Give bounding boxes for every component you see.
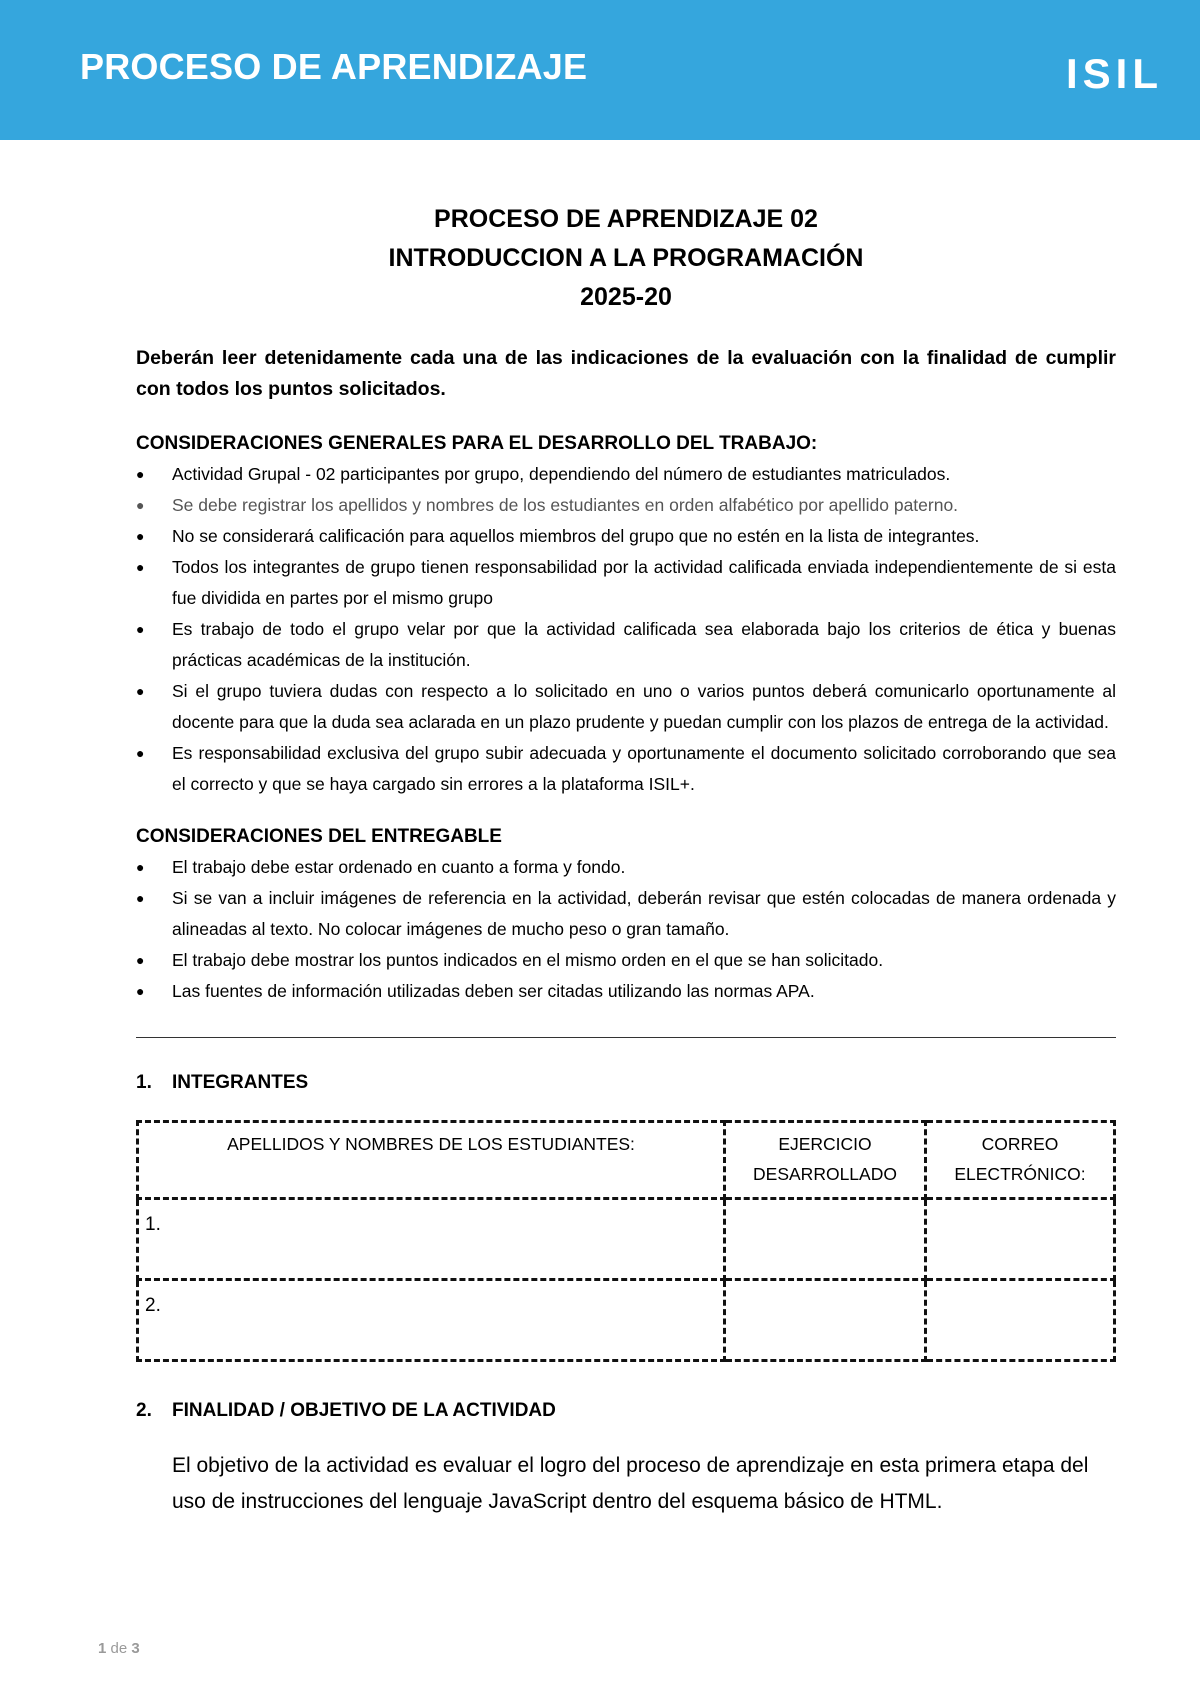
list-item: ● Se debe registrar los apellidos y nombres de los estudiantes en orden alfabético por apellido paterno. (136, 490, 1116, 521)
table-header-row (138, 1122, 1115, 1199)
document-body (136, 200, 1116, 1520)
intro-instructions: Deberán leer detenidamente cada una de las indicaciones de la evaluación con la finalidad de cumplir con todos los puntos solicitados. (136, 347, 1116, 400)
section-heading-objective (136, 1396, 1116, 1426)
section-number: 2. (136, 1400, 152, 1421)
header-label: DESARROLLADO (753, 1164, 897, 1184)
header-cell-names (138, 1122, 725, 1199)
list-item: ● Es trabajo de todo el grupo velar por que la actividad calificada sea elaborada bajo los criterios de ética y buenas prácticas académicas de la institución. (136, 614, 1116, 676)
header-title: PROCESO DE APRENDIZAJE (80, 46, 588, 87)
section-divider (136, 1037, 1116, 1038)
member-name-cell[interactable]: 2. (138, 1280, 725, 1361)
document-title: PROCESO DE APRENDIZAJE 02 (434, 205, 818, 233)
header-cell-exercise (725, 1122, 926, 1199)
section-heading-integrantes (136, 1068, 1116, 1098)
member-name-cell[interactable]: 1. (138, 1199, 725, 1280)
section-title: FINALIDAD / OBJETIVO DE LA ACTIVIDAD (172, 1400, 556, 1421)
objective-text: El objetivo de la actividad es evaluar el logro del proceso de aprendizaje en esta primera etapa del uso de instrucciones del lenguaje JavaScript dentro del esquema básico de HTML. (172, 1454, 1089, 1513)
isil-logo: ISIL (1066, 50, 1164, 97)
header-cell-email (926, 1122, 1115, 1199)
list-item: ● Si el grupo tuviera dudas con respecto a lo solicitado en uno o varios puntos deberá comunicarlo oportunamente al docente para que la duda sea aclarada en un plazo prudente y puedan cumplir con los plazos de entrega de la actividad. (136, 676, 1116, 738)
list-item: ● No se considerará calificación para aquellos miembros del grupo que no estén en la lista de integrantes. (136, 521, 1116, 552)
list-item: ● El trabajo debe mostrar los puntos indicados en el mismo orden en el que se han solicitado. (136, 945, 1116, 976)
list-item: ● Si se van a incluir imágenes de referencia en la actividad, deberán revisar que estén colocadas de manera ordenada y alineadas al texto. No colocar imágenes de mucho peso o gran tamaño. (136, 883, 1116, 945)
header-label: ELECTRÓNICO: (954, 1164, 1086, 1184)
list-item: ● El trabajo debe estar ordenado en cuanto a forma y fondo. (136, 852, 1116, 883)
table-row (138, 1199, 1115, 1280)
list-item: ● Las fuentes de información utilizadas deben ser citadas utilizando las normas APA. (136, 976, 1116, 1007)
deliverable-considerations-list (136, 852, 1116, 1007)
total-pages: 3 (131, 1640, 140, 1657)
email-cell[interactable] (926, 1280, 1115, 1361)
header-label: APELLIDOS Y NOMBRES DE LOS ESTUDIANTES: (227, 1134, 635, 1154)
header-banner (0, 0, 1200, 140)
deliverable-considerations-heading: CONSIDERACIONES DEL ENTREGABLE (136, 826, 502, 847)
header-label: CORREO (981, 1134, 1059, 1154)
exercise-cell[interactable] (725, 1280, 926, 1361)
list-item: ● Todos los integrantes de grupo tienen responsabilidad por la actividad calificada enviada independientemente de si esta fue dividida en partes por el mismo grupo (136, 552, 1116, 614)
exercise-cell[interactable] (725, 1199, 926, 1280)
term-label: 2025-20 (580, 283, 672, 311)
section-title: INTEGRANTES (172, 1072, 309, 1093)
header-label: EJERCICIO (778, 1134, 872, 1154)
section-number: 1. (136, 1072, 152, 1093)
list-item: ● Actividad Grupal - 02 participantes por grupo, dependiendo del número de estudiantes matriculados. (136, 459, 1116, 490)
general-considerations-list (136, 459, 1116, 800)
page-separator: de (110, 1640, 128, 1657)
email-cell[interactable] (926, 1199, 1115, 1280)
members-table (136, 1120, 1116, 1362)
current-page: 1 (98, 1640, 107, 1657)
table-row (138, 1280, 1115, 1361)
page-number (98, 1640, 140, 1657)
title-block (136, 200, 1116, 317)
list-item: ● Es responsabilidad exclusiva del grupo subir adecuada y oportunamente el documento solicitado corroborando que sea el correcto y que se haya cargado sin errores a la plataforma ISIL+. (136, 738, 1116, 800)
general-considerations-heading: CONSIDERACIONES GENERALES PARA EL DESARROLLO DEL TRABAJO: (136, 433, 818, 454)
course-title: INTRODUCCION A LA PROGRAMACIÓN (388, 244, 864, 272)
